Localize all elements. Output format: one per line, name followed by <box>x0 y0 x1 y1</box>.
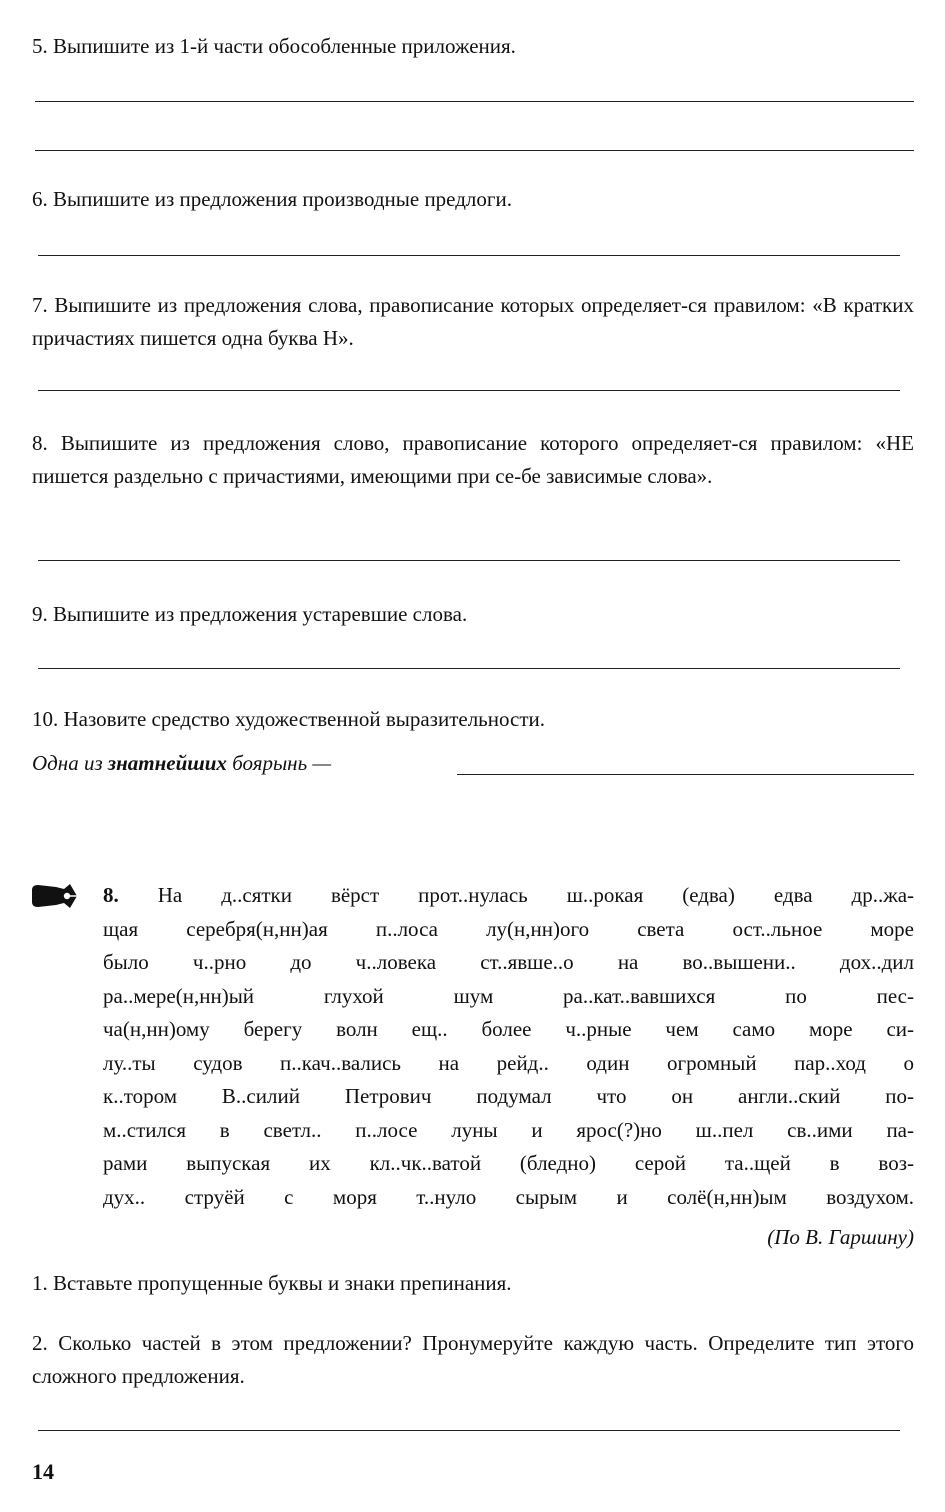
exercise-line-10: дух.. струёй с моря т..нуло сырым и солё(н,нн)ым воздухом. <box>103 1184 914 1209</box>
answer-line-6[interactable] <box>38 255 900 256</box>
exercise-line-5: ча(н,нн)ому берегу волн ещ.. более ч..рные чем само море си- <box>103 1017 914 1041</box>
pen-nib-icon <box>30 884 78 908</box>
answer-prompt-bold: знатнейших <box>107 751 227 775</box>
answer-line-10[interactable] <box>457 774 914 775</box>
question-10: 10. Назовите средство художественной выразительности. <box>32 707 546 731</box>
question-9: 9. Выпишите из предложения устаревшие слова. <box>32 602 468 626</box>
exercise-line-2: щая серебря(н,нн)ая п..лоса лу(н,нн)ого света ост..льное море <box>103 916 914 941</box>
task-1: 1. Вставьте пропущенные буквы и знаки препинания. <box>32 1271 512 1295</box>
answer-line-7[interactable] <box>38 390 900 391</box>
answer-line-9[interactable] <box>38 668 900 669</box>
answer-prompt-after: боярынь — <box>226 751 332 775</box>
question-7: 7. Выпишите из предложения слова, правописание которых определяет-ся правилом: «В кратких причастиях пишется одна буква Н». <box>32 293 914 350</box>
exercise-line-7: к..тором В..силий Петрович подумал что он англи..ский по- <box>103 1084 914 1108</box>
answer-prompt-before: Одна из <box>32 751 108 775</box>
exercise-text <box>103 879 914 1214</box>
exercise-line-6: лу..ты судов п..кач..вались на рейд.. один огромный пар..ход о <box>103 1050 914 1075</box>
exercise-number: 8. <box>103 883 119 907</box>
exercise-line-3: было ч..рно до ч..ловека ст..явше..о на во..вышени.. дох..дил <box>103 950 914 974</box>
exercise-line-4: ра..мере(н,нн)ый глухой шум ра..кат..вавшихся по пес- <box>103 983 914 1008</box>
exercise-line-8: м..стился в светл.. п..лосе луны и ярос(?)но ш..пел св..ими па- <box>103 1117 914 1142</box>
question-8: 8. Выпишите из предложения слово, правописание которого определяет-ся правилом: «НЕ пишется раздельно с причастиями, имеющими при се-бе зависимые слова». <box>32 431 914 488</box>
exercise-line-1: 8. На д..сятки вёрст прот..нулась ш..рокая (едва) едва др..жа- <box>103 883 915 907</box>
exercise-line-9: рами выпуская их кл..чк..ватой (бледно) серой та..щей в воз- <box>103 1151 914 1175</box>
page-number: 14 <box>32 1459 54 1484</box>
answer-line-8[interactable] <box>38 560 900 561</box>
task-2: 2. Сколько частей в этом предложении? Пронумеруйте каждую часть. Определите тип этого сложного предложения. <box>32 1331 914 1388</box>
answer-line-5a[interactable] <box>35 101 914 102</box>
question-5: 5. Выпишите из 1-й части обособленные приложения. <box>32 34 516 58</box>
exercise-source: (По В. Гаршину) <box>767 1225 914 1249</box>
question-6: 6. Выпишите из предложения производные предлоги. <box>32 187 512 211</box>
answer-line-task-2[interactable] <box>38 1430 900 1431</box>
answer-prompt <box>32 747 331 779</box>
answer-line-5b[interactable] <box>35 150 914 151</box>
